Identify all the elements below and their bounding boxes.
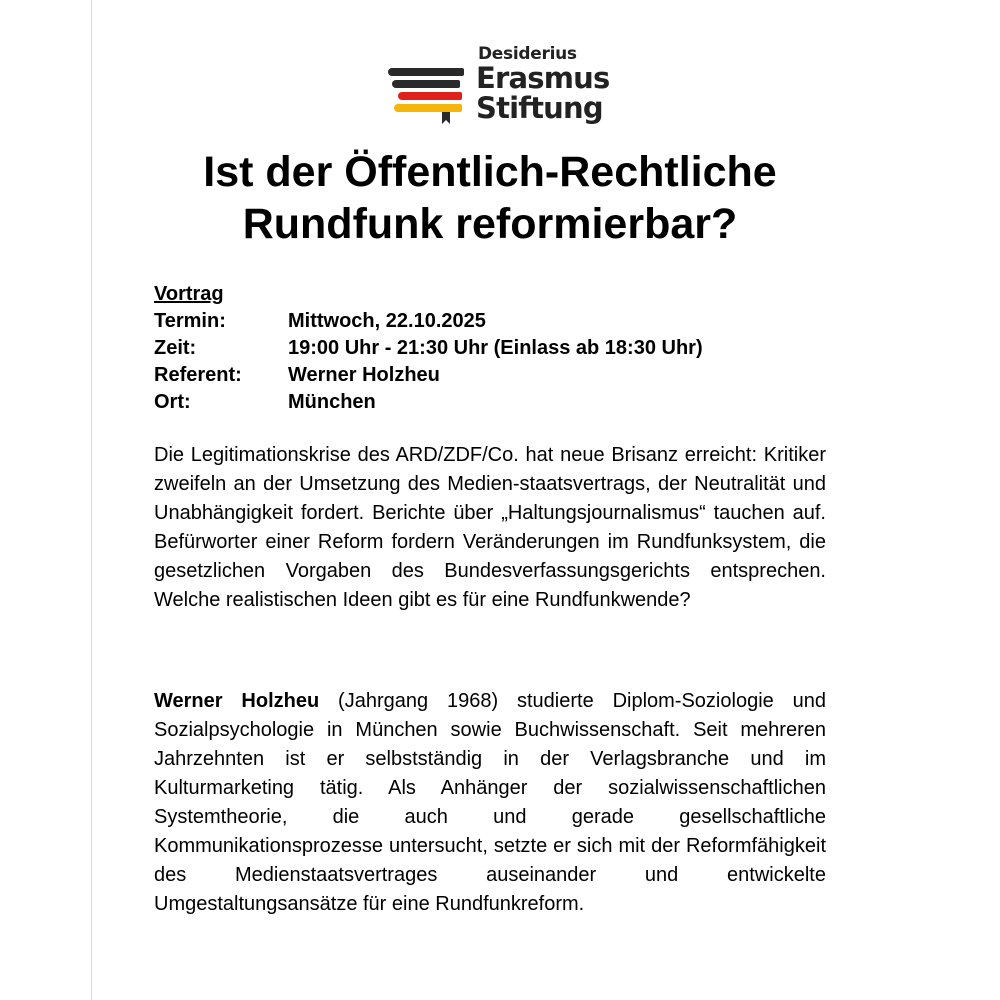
books-icon xyxy=(386,64,470,126)
logo-wordmark xyxy=(476,44,609,123)
detail-row-speaker xyxy=(154,362,703,389)
event-title-line-1: Ist der Öffentlich-Rechtliche xyxy=(203,148,777,196)
event-description: Die Legitimationskrise des ARD/ZDF/Co. hat neue Brisanz erreicht: Kritiker zweifeln an der Umsetzung des Medien-staatsvertrags, der Neutralität und Unabhängigkeit fordert. Berichte über „Haltungsjournalismus“ tauchen auf. Befürworter einer Reform fordern Veränderungen im Rundfunksystem, die gesetzlichen Vorgaben des Bundesverfassungsgerichts entsprechen. Welche realistischen Ideen gibt es für eine Rundfunkwende? xyxy=(154,444,826,611)
speaker-bio xyxy=(154,687,826,919)
speaker-name: Werner Holzheu xyxy=(154,690,320,712)
speaker-bio-text: (Jahrgang 1968) studierte Diplom-Soziologie und Sozialpsychologie in München sowie Buchwissenschaft. Seit mehreren Jahrzehnten ist er selbstständig in der Verlagsbranche und im Kulturmarketing tätig. Als Anhänger der sozialwissenschaftlichen Systemtheorie, die auch und gerade gesellschaftliche Kommunikationsprozesse untersucht, setzte er sich mit der Reformfähigkeit des Medienstaatsvertrages auseinander und entwickelte Umgestaltungsansätze für eine Rundfunkreform. xyxy=(154,690,826,915)
page-edge-line xyxy=(91,0,92,1000)
detail-value: München xyxy=(288,391,376,413)
detail-value: Werner Holzheu xyxy=(288,364,440,386)
logo-line-desiderius: Desiderius xyxy=(478,44,577,64)
event-type-heading: Vortrag xyxy=(154,283,224,305)
detail-row-date xyxy=(154,308,703,335)
detail-label: Zeit: xyxy=(154,337,197,359)
logo-line-erasmus: Erasmus xyxy=(476,61,610,95)
event-details xyxy=(154,281,703,416)
logo-line-stiftung: Stiftung xyxy=(476,91,603,125)
detail-label: Ort: xyxy=(154,391,191,413)
detail-value: Mittwoch, 22.10.2025 xyxy=(288,310,486,332)
event-title-line-2: Rundfunk reformierbar? xyxy=(242,200,738,248)
event-title xyxy=(120,146,860,250)
detail-row-location xyxy=(154,389,703,416)
detail-label: Referent: xyxy=(154,364,242,386)
detail-label: Termin: xyxy=(154,310,226,332)
detail-row-time xyxy=(154,335,703,362)
detail-value: 19:00 Uhr - 21:30 Uhr (Einlass ab 18:30 Uhr) xyxy=(288,337,703,359)
foundation-logo xyxy=(386,44,616,130)
